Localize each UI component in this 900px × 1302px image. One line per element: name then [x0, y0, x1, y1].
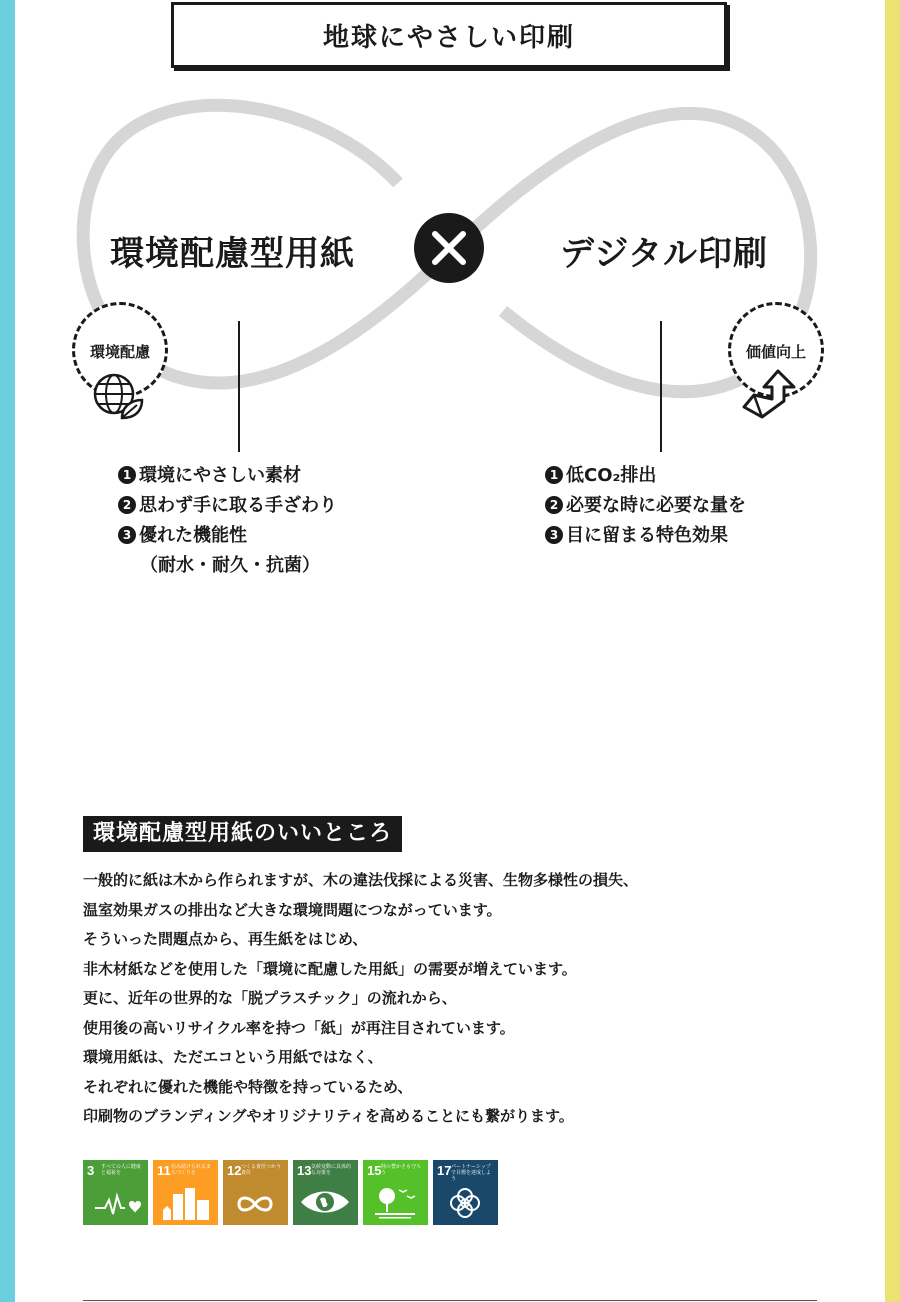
paragraph-line: それぞれに優れた機能や特徴を持っているため、	[83, 1077, 413, 1096]
number-badge: 1	[118, 466, 136, 484]
sdg-title: すべての人に健康と福祉を	[101, 1164, 141, 1176]
eco-paper-label: 環境配慮型用紙	[110, 234, 355, 274]
eco-paper-features	[118, 461, 337, 581]
sdg-goal-15	[363, 1160, 428, 1225]
number-badge: 1	[545, 466, 563, 484]
number-badge: 3	[118, 526, 136, 544]
section-paragraph	[83, 866, 843, 1132]
number-badge: 2	[545, 496, 563, 514]
sdg-number: 11	[157, 1163, 171, 1178]
paragraph-line: 一般的に紙は木から作られますが、木の違法伐採による災害、生物多様性の損失、	[83, 871, 639, 889]
divider	[83, 1300, 817, 1301]
sdg-number: 15	[367, 1163, 382, 1178]
sdg-number: 3	[87, 1163, 95, 1178]
sdg-title: 気候変動に具体的な対策を	[311, 1164, 352, 1176]
sdg-goal-11	[153, 1160, 218, 1225]
feature-text: 目に留まる特色効果	[566, 525, 728, 546]
feature-text: 低CO₂排出	[566, 465, 657, 486]
list-item	[545, 521, 746, 551]
upward-arrow-icon	[740, 365, 802, 421]
section-heading: 環境配慮型用紙のいいところ	[83, 816, 402, 852]
eco-badge-label: 環境配慮	[89, 343, 150, 361]
feature-note: （耐水・耐久・抗菌）	[140, 555, 320, 576]
list-item	[118, 521, 337, 551]
paragraph-line: 温室効果ガスの排出など大きな環境問題につながっています。	[83, 900, 502, 919]
number-badge: 3	[545, 526, 563, 544]
sdg-number: 13	[297, 1163, 312, 1178]
sdg-goal-3	[83, 1160, 148, 1225]
list-item	[118, 491, 337, 521]
list-item	[118, 461, 337, 491]
page-title: 地球にやさしい印刷	[171, 2, 727, 68]
number-badge: 2	[118, 496, 136, 514]
globe-leaf-icon	[92, 370, 144, 422]
sdg-title: 陸の豊かさも守ろう	[381, 1164, 422, 1176]
feature-text: 優れた機能性	[139, 525, 247, 546]
value-badge-label: 価値向上	[745, 343, 806, 361]
right-connector-line	[660, 321, 662, 452]
paragraph-line: 非木材紙などを使用した「環境に配慮した用紙」の需要が増えています。	[83, 959, 577, 978]
sdg-goal-12	[223, 1160, 288, 1225]
list-item	[545, 461, 746, 491]
left-connector-line	[238, 321, 240, 452]
digital-print-label: デジタル印刷	[560, 234, 768, 274]
digital-print-features	[545, 461, 746, 551]
feature-text: 環境にやさしい素材	[139, 465, 301, 486]
sdg-icons	[83, 1160, 498, 1225]
sdg-title: つくる責任つかう責任	[241, 1164, 282, 1176]
sdg-title: パートナーシップで目標を達成しよう	[451, 1164, 492, 1182]
feature-text: 必要な時に必要な量を	[566, 495, 746, 516]
paragraph-line: 環境用紙は、ただエコという用紙ではなく、	[83, 1048, 383, 1066]
paragraph-line: そういった問題点から、再生紙をはじめ、	[83, 930, 368, 948]
sdg-goal-13	[293, 1160, 358, 1225]
list-item	[545, 491, 746, 521]
paragraph-line: 使用後の高いリサイクル率を持つ「紙」が再注目されています。	[83, 1018, 515, 1037]
feature-text: 思わず手に取る手ざわり	[139, 495, 337, 516]
sdg-title: 住み続けられるまちづくりを	[171, 1164, 212, 1176]
sdg-number: 12	[227, 1163, 242, 1178]
sdg-number: 17	[437, 1163, 452, 1178]
sdg-goal-17	[433, 1160, 498, 1225]
paragraph-line: 印刷物のブランディングやオリジナリティを高めることにも繋がります。	[83, 1107, 574, 1125]
paragraph-line: 更に、近年の世界的な「脱プラスチック」の流れから、	[83, 989, 457, 1007]
multiply-icon	[414, 213, 484, 283]
